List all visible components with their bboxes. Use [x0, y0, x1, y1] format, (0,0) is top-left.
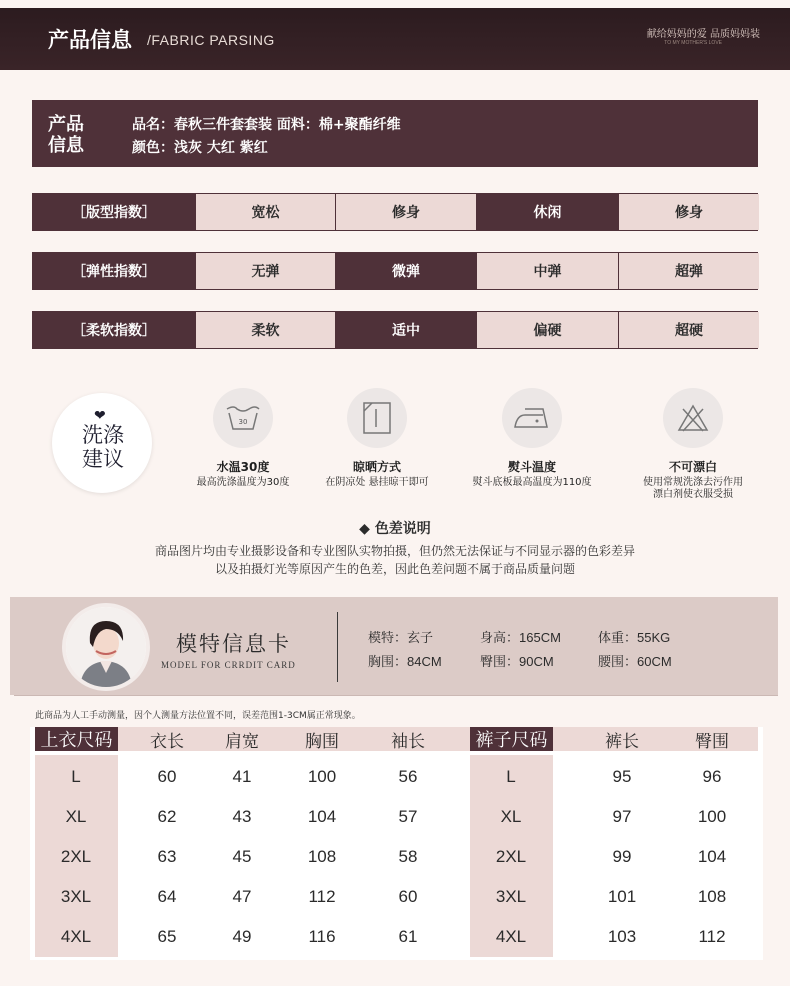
wash-item-title: 晾晒方式: [352, 460, 401, 474]
wash-item-title: 水温30度: [216, 460, 270, 474]
index-option: 修身: [618, 194, 759, 230]
top-size-value: 60: [157, 767, 177, 786]
top-size-value: 60: [398, 887, 418, 906]
index-option-selected: 适中: [335, 312, 476, 348]
product-info-label: [48, 114, 92, 156]
index-option: 超弹: [618, 253, 759, 289]
top-column-header: 衣长: [150, 731, 184, 752]
pants-size-value: 96: [702, 767, 722, 786]
top-size-value: 56: [398, 767, 418, 786]
top-size-value: 65: [157, 927, 177, 946]
washing-title: [78, 423, 128, 471]
wash-item-desc: 熨斗底板最高温度为110度: [472, 477, 592, 488]
wash-item-desc: 使用常规洗涤去污作用: [643, 477, 743, 488]
page-header: [0, 0, 790, 70]
top-size-label: XL: [65, 807, 87, 826]
model-stat-height: 身高：165CM: [480, 630, 561, 645]
size-note: 此商品为人工手动测量，因个人测量方法位置不同，误差范围1-3CM属正常现象。: [35, 711, 361, 721]
pants-size-label: 3XL: [495, 887, 527, 906]
top-column-header: 胸围: [305, 731, 339, 752]
index-option: 超硬: [618, 312, 759, 348]
color-difference-title: ◆ 色差说明: [359, 521, 431, 537]
top-size-value: 62: [157, 807, 177, 826]
index-option-selected: 休闲: [476, 194, 618, 230]
index-option: 宽松: [195, 194, 335, 230]
index-option: 中弹: [476, 253, 618, 289]
wash-item-drying: [302, 388, 452, 489]
wash-item-desc-2: 漂白剂使衣服受损: [653, 489, 733, 500]
pants-size-value: 100: [697, 807, 727, 826]
pants-size-tag: 裤子尺码: [470, 727, 553, 751]
index-row-label: ［柔软指数］: [33, 312, 195, 348]
wash-item-bleach: [618, 388, 768, 501]
wash-item-title: 熨斗温度: [507, 460, 556, 474]
model-card-title: 模特信息卡: [176, 632, 291, 656]
top-size-value: 64: [157, 887, 177, 906]
top-size-value: 104: [307, 807, 337, 826]
wash-30-icon: [213, 388, 273, 448]
header-subtitle: /FABRIC PARSING: [147, 32, 275, 48]
top-size-tag: 上衣尺码: [35, 727, 118, 751]
washing-title-line1: 洗涤: [82, 423, 124, 447]
top-size-label: L: [71, 767, 81, 786]
pants-size-value: 99: [612, 847, 632, 866]
top-size-label: 4XL: [60, 927, 92, 946]
index-row: [32, 193, 758, 231]
no-bleach-icon: [663, 388, 723, 448]
pants-size-value: 112: [698, 927, 726, 946]
iron-icon: [502, 388, 562, 448]
model-card-title-en: MODEL FOR CRRDIT CARD: [161, 660, 296, 670]
product-name-fabric: 品名：春秋三件套套装 面料：棉+聚酯纤维: [132, 117, 401, 133]
product-colors: 颜色：浅灰 大红 紫红: [132, 140, 268, 156]
pants-size-label: L: [506, 767, 516, 786]
model-stat-waist: 腰围：60CM: [598, 654, 672, 669]
color-difference-line1: 商品图片均由专业摄影设备和专业图队实物拍摄，但仍然无法保证与不同显示器的色彩差异: [154, 544, 635, 558]
wash-item-title: 不可漂白: [668, 460, 717, 474]
top-size-value: 47: [232, 887, 252, 906]
pants-column-header: 臀围: [695, 731, 729, 752]
wash-item-desc: 在阴凉处 悬挂晾干即可: [325, 477, 429, 488]
washing-badge: [52, 393, 152, 493]
pants-size-label: 4XL: [495, 927, 527, 946]
pants-column-header: 裤长: [605, 731, 639, 752]
pants-size-value: 101: [607, 887, 637, 906]
top-size-value: 43: [232, 807, 252, 826]
washing-title-line2: 建议: [82, 447, 124, 471]
pants-size-value: 95: [612, 767, 632, 786]
model-avatar: [62, 603, 150, 691]
index-option: 柔软: [195, 312, 335, 348]
top-column-header: 袖长: [391, 731, 425, 752]
pants-size-label: XL: [500, 807, 522, 826]
index-option: 修身: [335, 194, 476, 230]
pants-size-value: 97: [612, 807, 632, 826]
top-size-value: 58: [398, 847, 418, 866]
svg-text:30: 30: [238, 418, 248, 426]
index-option: 偏硬: [476, 312, 618, 348]
line-dry-shade-icon: [347, 388, 407, 448]
top-size-value: 41: [232, 767, 252, 786]
wash-item-temperature: [168, 388, 318, 489]
wash-item-desc: 最高洗涤温度为30度: [196, 477, 290, 488]
product-info-bar: [32, 100, 758, 167]
index-option-selected: 微弹: [335, 253, 476, 289]
top-size-value: 61: [398, 927, 418, 946]
pants-size-label: 2XL: [495, 847, 527, 866]
top-column-header: 肩宽: [225, 731, 259, 752]
model-stat-hip: 臀围：90CM: [480, 654, 554, 669]
top-size-value: 63: [157, 847, 177, 866]
model-stat-weight: 体重：55KG: [598, 630, 671, 645]
product-info-label-line1: 产品: [48, 114, 84, 135]
top-size-label: 2XL: [60, 847, 92, 866]
top-size-value: 108: [307, 847, 337, 866]
pants-size-value: 108: [697, 887, 727, 906]
model-stat-name: 模特：玄子: [368, 630, 434, 645]
pants-size-value: 103: [607, 927, 637, 946]
heart-icon: ❤: [94, 408, 106, 424]
top-size-value: 100: [307, 767, 337, 786]
index-row: [32, 252, 758, 290]
color-difference-line2: 以及拍摄灯光等原因产生的色差，因此色差问题不属于商品质量问题: [214, 562, 575, 576]
index-row: [32, 311, 758, 349]
header-slogan-en: TO MY MOTHER'S LOVE: [664, 40, 722, 46]
top-size-label: 3XL: [60, 887, 92, 906]
top-size-value: 45: [232, 847, 252, 866]
index-row-label: ［弹性指数］: [33, 253, 195, 289]
model-stat-bust: 胸围：84CM: [368, 654, 442, 669]
header-top-stripe: [0, 0, 790, 8]
product-info-label-line2: 信息: [48, 135, 84, 156]
top-size-value: 49: [232, 927, 252, 946]
header-title: 产品信息: [48, 28, 132, 52]
top-size-value: 57: [398, 807, 418, 826]
top-size-value: 116: [308, 927, 336, 946]
top-size-value: 112: [308, 887, 336, 906]
wash-item-ironing: [457, 388, 607, 489]
header-slogan: 献给妈妈的爱 品质妈妈装: [646, 29, 760, 40]
pants-size-value: 104: [697, 847, 727, 866]
index-option: 无弹: [195, 253, 335, 289]
index-row-label: ［版型指数］: [33, 194, 195, 230]
model-card-divider: [337, 612, 338, 682]
